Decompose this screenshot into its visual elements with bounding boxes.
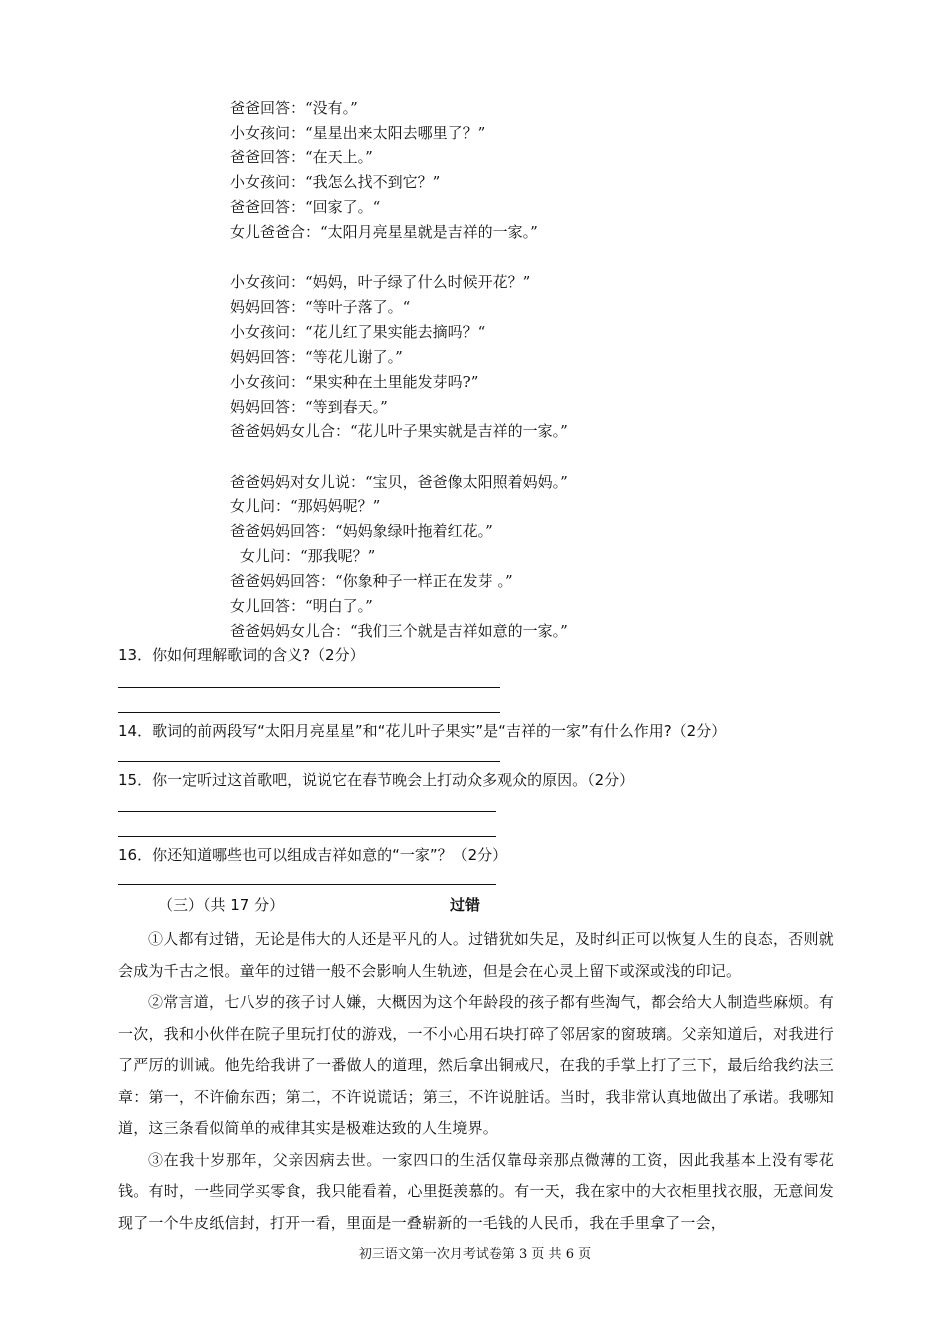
lyric-line: 女儿问：“那我呢？” xyxy=(240,547,376,565)
essay-paragraph: ①人都有过错，无论是伟大的人还是平凡的人。过错犹如失足，及时纠正可以恢复人生的良态，否则就会成为千古之恨。童年的过错一般不会影响人生轨迹，但是会在心灵上留下或深或浅的印记。 xyxy=(118,930,834,980)
question-13: 13．你如何理解歌词的含义?（2分） xyxy=(118,646,365,664)
lyric-line: 爸爸妈妈回答：“你象种子一样正在发芽 。” xyxy=(230,572,513,590)
answer-line[interactable] xyxy=(118,761,500,762)
lyric-line: 妈妈回答：“等到春天。” xyxy=(230,398,388,416)
essay-body xyxy=(118,924,834,1239)
lyric-line: 爸爸回答：“在天上。” xyxy=(230,148,373,166)
lyric-line: 小女孩问：“我怎么找不到它？” xyxy=(230,173,441,191)
lyric-line: 爸爸妈妈对女儿说：“宝贝，爸爸像太阳照着妈妈。” xyxy=(230,473,568,491)
lyric-line: 女儿爸爸合：“太阳月亮星星就是吉祥的一家。” xyxy=(230,223,538,241)
essay-title: 过错 xyxy=(450,896,481,914)
answer-line[interactable] xyxy=(118,712,500,713)
lyric-line: 小女孩问：“妈妈，叶子绿了什么时候开花？” xyxy=(230,273,531,291)
question-16: 16．你还知道哪些也可以组成吉祥如意的“一家”？（2分） xyxy=(118,846,508,864)
lyric-line: 妈妈回答：“等花儿谢了。” xyxy=(230,348,403,366)
lyric-line: 爸爸回答：“回家了。“ xyxy=(230,198,381,216)
page-footer: 初三语文第一次月考试卷第 3 页 共 6 页 xyxy=(358,1247,592,1262)
answer-line[interactable] xyxy=(118,836,496,837)
lyric-line: 妈妈回答：“等叶子落了。“ xyxy=(230,298,411,316)
answer-line[interactable] xyxy=(118,884,496,885)
lyric-line: 爸爸妈妈女儿合：“我们三个就是吉祥如意的一家。” xyxy=(230,622,568,640)
answer-line[interactable] xyxy=(118,811,496,812)
essay-paragraph: ②常言道，七八岁的孩子讨人嫌，大概因为这个年龄段的孩子都有些淘气，都会给大人制造些麻烦。有一次，我和小伙伴在院子里玩打仗的游戏，一不小心用石块打碎了邻居家的窗玻璃。父亲知道后，对我进行了严厉的训诫。他先给我讲了一番做人的道理，然后拿出铜戒尺，在我的手掌上打了三下，最后给我约法三章：第一，不许偷东西；第二，不许说谎话；第三，不许说脏话。当时，我非常认真地做出了承诺。我哪知道，这三条看似简单的戒律其实是极难达致的人生境界。 xyxy=(118,993,834,1137)
question-15: 15．你一定听过这首歌吧，说说它在春节晚会上打动众多观众的原因。（2分） xyxy=(118,771,635,789)
essay-paragraph: ③在我十岁那年，父亲因病去世。一家四口的生活仅靠母亲那点微薄的工资，因此我基本上没有零花钱。有时，一些同学买零食，我只能看着，心里挺羡慕的。有一天，我在家中的大衣柜里找衣服，无意间发现了一个牛皮纸信封，打开一看，里面是一叠崭新的一毛钱的人民币，我在手里拿了一会， xyxy=(118,1150,834,1232)
lyric-line: 爸爸回答：“没有。” xyxy=(230,99,358,117)
lyric-line: 女儿回答：“明白了。” xyxy=(230,597,373,615)
question-14: 14．歌词的前两段写“太阳月亮星星”和“花儿叶子果实”是“吉祥的一家”有什么作用?（2分） xyxy=(118,722,727,740)
lyric-line: 爸爸妈妈回答：“妈妈象绿叶拖着红花。” xyxy=(230,522,493,540)
section-label: （三）（共 17 分） xyxy=(158,896,285,914)
lyric-line: 小女孩问：“果实种在土里能发芽吗?” xyxy=(230,373,479,391)
answer-line[interactable] xyxy=(118,687,500,688)
lyric-line: 小女孩问：“花儿红了果实能去摘吗？“ xyxy=(230,323,486,341)
lyric-line: 女儿问：“那妈妈呢？” xyxy=(230,497,381,515)
lyric-line: 爸爸妈妈女儿合：“花儿叶子果实就是吉祥的一家。” xyxy=(230,422,568,440)
lyric-line: 小女孩问：“星星出来太阳去哪里了？” xyxy=(230,124,486,142)
